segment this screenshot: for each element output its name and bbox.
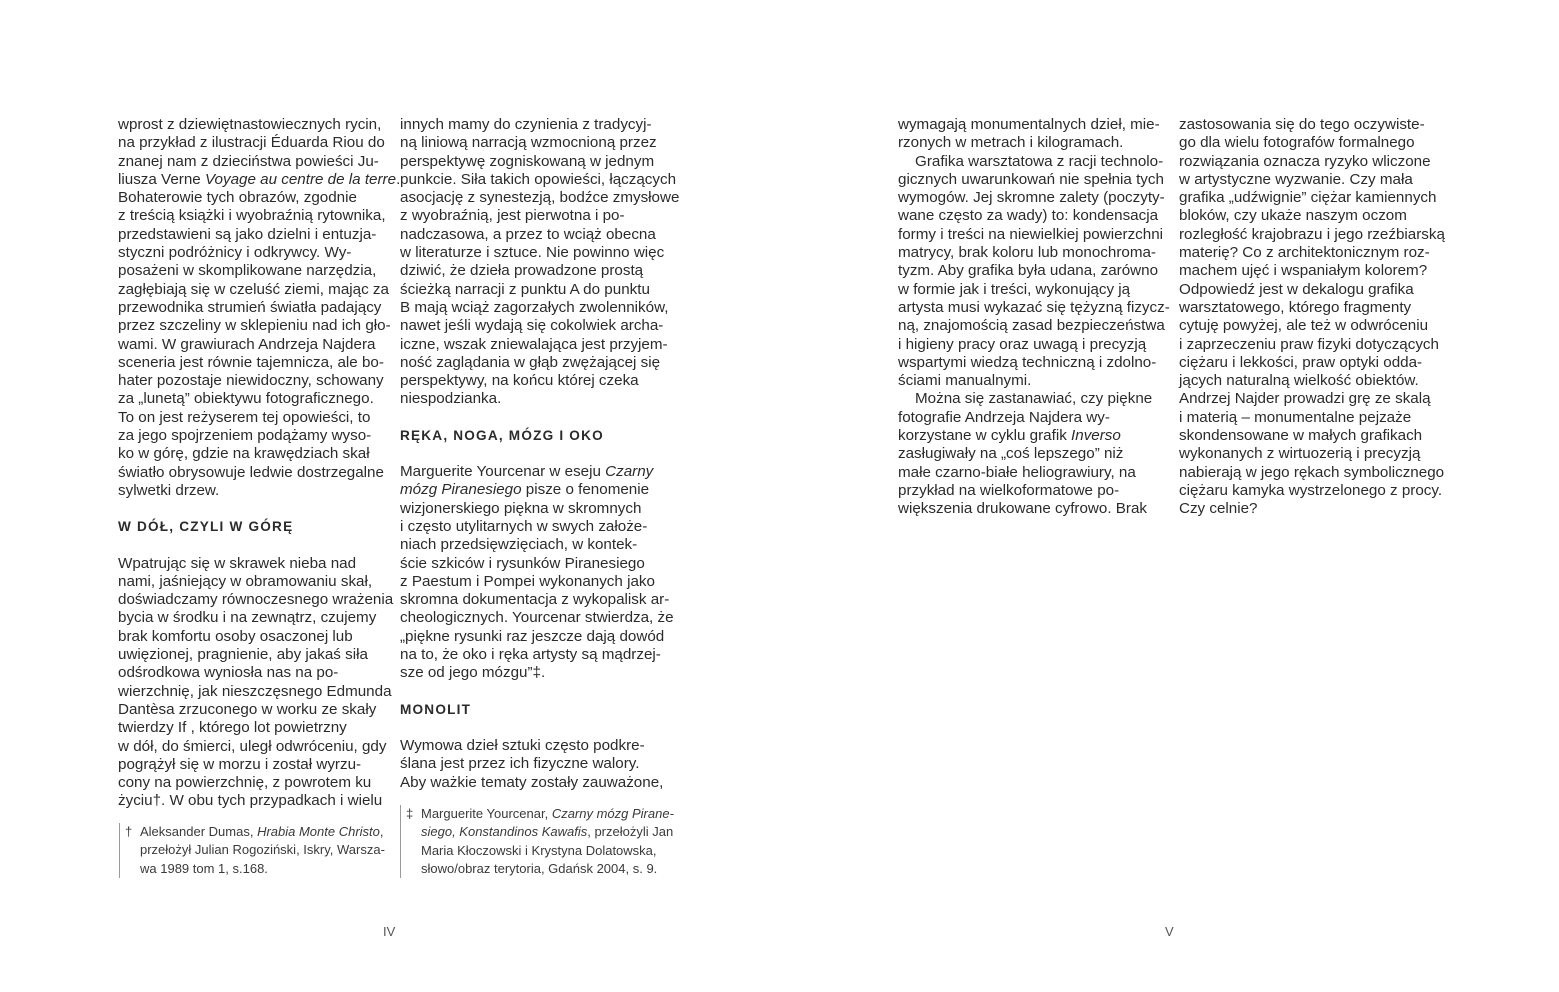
text-line: wane często za wady) to: kondensacja	[898, 207, 1159, 225]
text-line: słowo/obraz terytoria, Gdańsk 2004, s. 9.	[421, 860, 658, 876]
book-title: Voyage au centre de la terre	[204, 170, 397, 188]
text-line: ścieżką narracji z punktu A do punktu	[400, 280, 650, 298]
footnote-mark: ‡	[406, 806, 414, 821]
text-line: punkcie. Siła takich opowieści, łączących	[400, 170, 677, 188]
text-line: wizjonerskiego piękna w skromnych	[400, 499, 642, 517]
text-line: rozległość krajobrazu i jego rzeźbiarską	[1179, 225, 1445, 243]
text-line: w formie jak i treści, wykonujący ją	[898, 280, 1131, 298]
text-line: większenia drukowane cyfrowo. Brak	[898, 500, 1148, 518]
text-line: korzystane w cyklu grafik Inverso	[898, 427, 1121, 445]
text-line: tyzm. Aby grafika była udana, zarówno	[898, 262, 1159, 280]
paragraph	[898, 116, 1168, 153]
text-line: Wpatrując się w skrawek nieba nad	[118, 554, 357, 572]
paragraph	[898, 390, 1168, 518]
text-line: wykonanych z wirtuozerią i precyzją	[1179, 445, 1421, 463]
text-line: posażeni w skomplikowane narzędzia,	[118, 262, 377, 280]
text-line: Marguerite Yourcenar, Czarny mózg Pirane-	[421, 806, 674, 821]
page-number-right: V	[1165, 924, 1174, 939]
text-line: przełożył Julian Rogoziński, Iskry, Warsza-	[140, 842, 385, 858]
text-line: przedstawieni są jako dzielni i entuzja-	[118, 225, 377, 243]
text-line: z treścią książki i wyobraźnią rytownika,	[118, 207, 386, 225]
text-line: w artystyczne wyzwanie. Czy mała	[1179, 170, 1413, 188]
text-line: w literaturze i sztuce. Nie powinno więc	[400, 244, 665, 262]
book-title: siego, Konstandinos Kawafis	[421, 824, 588, 840]
paragraph	[400, 737, 670, 792]
paragraph	[400, 116, 680, 409]
text-line: ko w górę, gdzie na krawędziach skał	[118, 445, 370, 463]
book-title: Hrabia Monte Christo	[257, 824, 380, 839]
text-line: Można się zastanawiać, czy piękne	[915, 390, 1153, 408]
text-line: twierdzy If , którego lot powietrzny	[118, 719, 347, 737]
text-line: pogrążył się w morzu i został wyrzu-	[118, 755, 362, 773]
text-line: Dantèsa zrzuconego w worku ze skały	[118, 700, 377, 718]
text-line: cheologicznych. Yourcenar stwierdza, że	[400, 609, 674, 627]
text-line: ność zaglądania w głąb zwężającej się	[400, 353, 661, 371]
text-line: ną liniową narracją wzmocnioną przez	[400, 134, 657, 152]
text-line: siego, Konstandinos Kawafis, przełożyli Jan	[421, 824, 674, 840]
text-line: wspartymi wiedzą techniczną i zdolno-	[898, 353, 1157, 371]
text-line: matrycy, brak koloru lub monochroma-	[898, 244, 1156, 262]
text-line: wprost z dziewiętnastowiecznych rycin,	[118, 116, 382, 133]
text-line: Aby ważkie tematy zostały zauważone,	[400, 773, 664, 791]
text-line: przewodnika strumień światła padający	[118, 298, 382, 316]
text-line: skondensowane w małych grafikach	[1179, 427, 1423, 445]
right-column-2	[1179, 116, 1454, 519]
text-line: machem ujęć i wspaniałym kolorem?	[1179, 262, 1428, 280]
text-line: ną, znajomością zasad bezpieczeństwa	[898, 317, 1165, 335]
paragraph	[1179, 116, 1454, 519]
text-line: światło obrysowuje ledwie dostrzegalne	[118, 463, 384, 481]
essay-title: Czarny	[605, 463, 654, 481]
text-line: „piękne rysunki raz jeszcze dają dowód	[400, 627, 665, 645]
text-line: ciężaru kamyka wystrzelonego z procy.	[1179, 481, 1443, 499]
text-line: cony na powierzchnię, z powrotem ku	[118, 774, 372, 792]
page-number-left: IV	[383, 924, 396, 939]
text-line: bloków, czy ukaże naszym oczom	[1179, 207, 1407, 225]
text-line: nami, jaśniejący w obramowaniu skał,	[118, 572, 373, 590]
text-line: na przykład z ilustracji Éduarda Riou do	[118, 134, 385, 152]
section-heading: RĘKA, NOGA, MÓZG I OKO	[400, 427, 604, 443]
text-line: asocjację z synestezją, bodźce zmysłowe	[400, 189, 680, 207]
text-line: styczni podróżnicy i odkrywcy. Wy-	[118, 244, 352, 262]
text-line: nabierają w jego rękach symbolicznego	[1179, 463, 1445, 481]
text-line: warsztatowego, którego fragmenty	[1179, 298, 1412, 316]
essay-title: mózg Piranesiego	[400, 481, 522, 499]
text-line: wami. W grawiurach Andrzeja Najdera	[118, 335, 376, 353]
text-line: fotografie Andrzeja Najdera wy-	[898, 408, 1110, 426]
text-line: znanej nam z dzieciństwa powieści Ju-	[118, 152, 379, 170]
text-line: odśrodkowa wyniosła nas na po-	[118, 664, 339, 682]
text-line: ślana jest przez ich fizyczne walory.	[400, 755, 640, 773]
text-line: i materią – monumentalne pejzaże	[1179, 408, 1412, 426]
text-line: i często utylitarnych w swych założe-	[400, 517, 648, 535]
text-line: perspektywy, na końcu której czeka	[400, 372, 639, 390]
text-line: Odpowiedź jest w dekalogu grafika	[1179, 280, 1414, 298]
text-line: Andrzej Najder prowadzi grę ze skalą	[1179, 390, 1431, 408]
text-line: skromna dokumentacja z wykopalisk ar-	[400, 591, 670, 609]
text-line: go dla wielu fotografów formalnego	[1179, 134, 1415, 152]
section-heading: MONOLIT	[400, 701, 472, 717]
text-line: innych mamy do czynienia z tradycyj-	[400, 116, 652, 133]
text-line: To on jest reżyserem tej opowieści, to	[118, 408, 371, 426]
text-line: wa 1989 tom 1, s.168.	[140, 860, 268, 876]
text-line: Czy celnie?	[1179, 500, 1258, 518]
text-line: dziwić, że dzieła prowadzone prostą	[400, 262, 644, 280]
text-line: perspektywę zogniskowaną w jednym	[400, 152, 655, 170]
text-line: ściami manualnymi.	[898, 372, 1032, 390]
text-line: gicznych uwarunkowań nie spełnia tych	[898, 170, 1164, 188]
text-line: w dół, do śmierci, uległ odwróceniu, gdy	[118, 737, 387, 755]
text-line: brak komfortu osoby osaczonej lub	[118, 627, 353, 645]
text-line: liusza Verne Voyage au centre de la terre.	[118, 170, 401, 188]
text-line: niespodzianka.	[400, 390, 502, 408]
text-line: grafika „udźwignie” ciężar kamiennych	[1179, 189, 1437, 207]
text-line: z wyobraźnią, jest pierwotna i po-	[400, 207, 625, 225]
text-line: nawet jeśli wydają się cokolwiek archa-	[400, 317, 664, 335]
text-line: nadczasowa, a przez to wciąż obecna	[400, 225, 656, 243]
text-line: i higieny pracy oraz uwagą i precyzją	[898, 335, 1147, 353]
text-line: życiu†. W obu tych przypadkach i wielu	[118, 792, 383, 810]
text-line: Bohaterowie tych obrazów, zgodnie	[118, 189, 357, 207]
text-line: zasługiwały na „coś lepszego” niż	[898, 445, 1124, 463]
text-line: wierzchnię, jak nieszczęsnego Edmunda	[118, 682, 392, 700]
text-line: sze od jego mózgu”‡.	[400, 664, 546, 682]
book-title: Czarny mózg Pirane-	[551, 806, 674, 821]
text-line: przykład na wielkoformatowe po-	[898, 481, 1120, 499]
text-line: jących naturalną wielkość obiektów.	[1179, 372, 1419, 390]
text-line: mózg Piranesiego pisze o fenomenie	[400, 481, 650, 499]
text-line: przez szczeliny w sklepieniu nad ich gło-	[118, 317, 391, 335]
text-line: zagłębiają się w czeluść ziemi, mając za	[118, 280, 389, 298]
text-line: wymogów. Jej skromne zalety (poczyty-	[898, 189, 1165, 207]
paragraph	[118, 116, 401, 500]
text-line: Marguerite Yourcenar w eseju Czarny	[400, 463, 654, 481]
section-heading: W DÓŁ, CZYLI W GÓRĘ	[118, 519, 294, 535]
text-line: Grafika warsztatowa z racji technolo-	[915, 152, 1164, 170]
text-line: Maria Kłoczowski i Krystyna Dolatowska,	[421, 842, 657, 858]
text-line: wymagają monumentalnych dzieł, mie-	[898, 116, 1160, 133]
text-line: Aleksander Dumas, Hrabia Monte Christo,	[140, 824, 384, 839]
text-line: Wymowa dzieł sztuki często podkre-	[400, 736, 645, 754]
text-line: sceneria jest równie tajemnicza, ale bo-	[118, 353, 384, 371]
text-line: iczne, wszak zniewalająca jest przyjem-	[400, 335, 668, 353]
text-line: niach przedsięwzięciach, w kontek-	[400, 536, 638, 554]
text-line: rozwiązania oznacza ryzyko wliczone	[1179, 152, 1431, 170]
text-line: ście szkiców i rysunków Piranesiego	[400, 554, 645, 572]
paragraph	[400, 463, 674, 683]
cycle-title: Inverso	[1071, 427, 1121, 445]
text-line: hater pozostaje niewidoczny, schowany	[118, 372, 384, 390]
text-line: małe czarno-białe heliograwiury, na	[898, 463, 1136, 481]
right-column-1	[898, 116, 1168, 519]
text-line: materię? Co z architektonicznym roz-	[1179, 244, 1430, 262]
footnote-dagger	[119, 823, 395, 878]
left-column-1	[118, 116, 401, 811]
text-line: za jego spojrzeniem podążamy wyso-	[118, 427, 372, 445]
text-line: ciężaru i lekkości, praw optyki odda-	[1179, 353, 1423, 371]
left-column-2	[400, 116, 680, 792]
paragraph	[118, 554, 394, 811]
text-line: bycia w środku i na zewnątrz, czujemy	[118, 609, 377, 627]
text-line: i zaprzeczeniu praw fizyki dotyczących	[1179, 335, 1439, 353]
text-line: uwięzionej, pragnienie, aby jakaś siła	[118, 646, 368, 664]
text-line: za „lunetą” obiektywu fotograficznego.	[118, 390, 374, 408]
text-line: cytuję powyżej, ale też w odwróceniu	[1179, 317, 1429, 335]
text-line: doświadczamy równoczesnego wrażenia	[118, 591, 394, 609]
text-line: zastosowania się do tego oczywiste-	[1179, 116, 1425, 133]
text-line: na to, że oko i ręka artysty są mądrzej-	[400, 646, 661, 664]
text-line: formy i treści na niewielkiej powierzchni	[898, 225, 1164, 243]
footnote-mark: †	[125, 824, 133, 839]
text-line: artysta musi wykazać się tężyzną fizycz-	[898, 298, 1170, 316]
paragraph	[898, 153, 1168, 391]
text-line: z Paestum i Pompei wykonanych jako	[400, 572, 655, 590]
text-line: rzonych w metrach i kilogramach.	[898, 134, 1124, 152]
footnote-double-dagger	[400, 805, 681, 878]
text-line: sylwetki drzew.	[118, 481, 220, 499]
text-line: B mają wciąż zagorzałych zwolenników,	[400, 298, 669, 316]
